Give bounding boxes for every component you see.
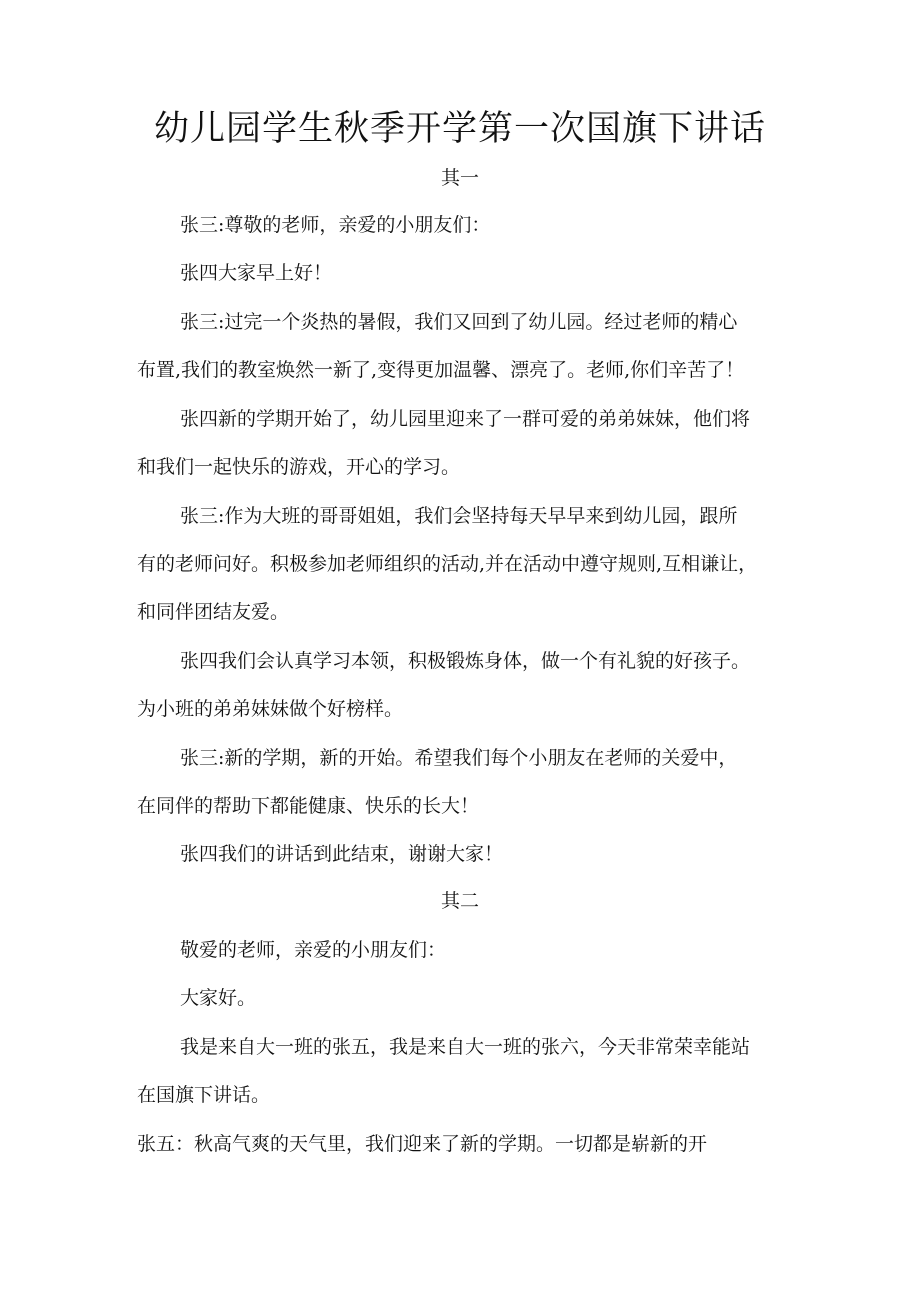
section-heading-2: 其二 bbox=[440, 890, 479, 912]
paragraph-line: 和同伴团结友爱。 bbox=[137, 601, 290, 623]
paragraph-line: 张五：秋高气爽的天气里，我们迎来了新的学期。一切都是崭新的开 bbox=[137, 1133, 708, 1155]
paragraph-line: 有的老师问好。积极参加老师组织的活动,并在活动中遵守规则,互相谦让， bbox=[137, 553, 758, 575]
paragraph-line: 敬爱的老师，亲爱的小朋友们： bbox=[180, 939, 447, 961]
paragraph-line: 布置,我们的教室焕然一新了,变得更加温馨、漂亮了。老师,你们辛苦了！ bbox=[137, 359, 745, 381]
paragraph-line: 张三:新的学期，新的开始。希望我们每个小朋友在老师的关爱中， bbox=[180, 747, 738, 769]
paragraph-line: 张三:尊敬的老师，亲爱的小朋友们： bbox=[180, 214, 491, 236]
paragraph-line: 张三:过完一个炎热的暑假，我们又回到了幼儿园。经过老师的精心 bbox=[180, 311, 738, 333]
paragraph-line: 大家好。 bbox=[180, 987, 257, 1009]
paragraph-line: 在国旗下讲话。 bbox=[137, 1084, 271, 1106]
paragraph-line: 为小班的弟弟妹妹做个好榜样。 bbox=[137, 698, 404, 720]
paragraph-line: 张四我们会认真学习本领，积极锻炼身体，做一个有礼貌的好孩子。 bbox=[180, 650, 751, 672]
document-title: 幼儿园学生秋季开学第一次国旗下讲话 bbox=[153, 109, 766, 149]
section-heading-1: 其一 bbox=[440, 167, 479, 189]
paragraph-line: 和我们一起快乐的游戏，开心的学习。 bbox=[137, 456, 461, 478]
paragraph-line: 在同伴的帮助下都能健康、快乐的长大！ bbox=[137, 795, 480, 817]
paragraph-line: 我是来自大一班的张五，我是来自大一班的张六，今天非常荣幸能站 bbox=[180, 1036, 751, 1058]
paragraph-line: 张四我们的讲话到此结束，谢谢大家！ bbox=[180, 843, 504, 865]
paragraph-line: 张四大家早上好！ bbox=[180, 262, 333, 284]
paragraph-line: 张三:作为大班的哥哥姐姐，我们会坚持每天早早来到幼儿园，跟所 bbox=[180, 505, 738, 527]
paragraph-line: 张四新的学期开始了，幼儿园里迎来了一群可爱的弟弟妹妹，他们将 bbox=[180, 408, 751, 430]
